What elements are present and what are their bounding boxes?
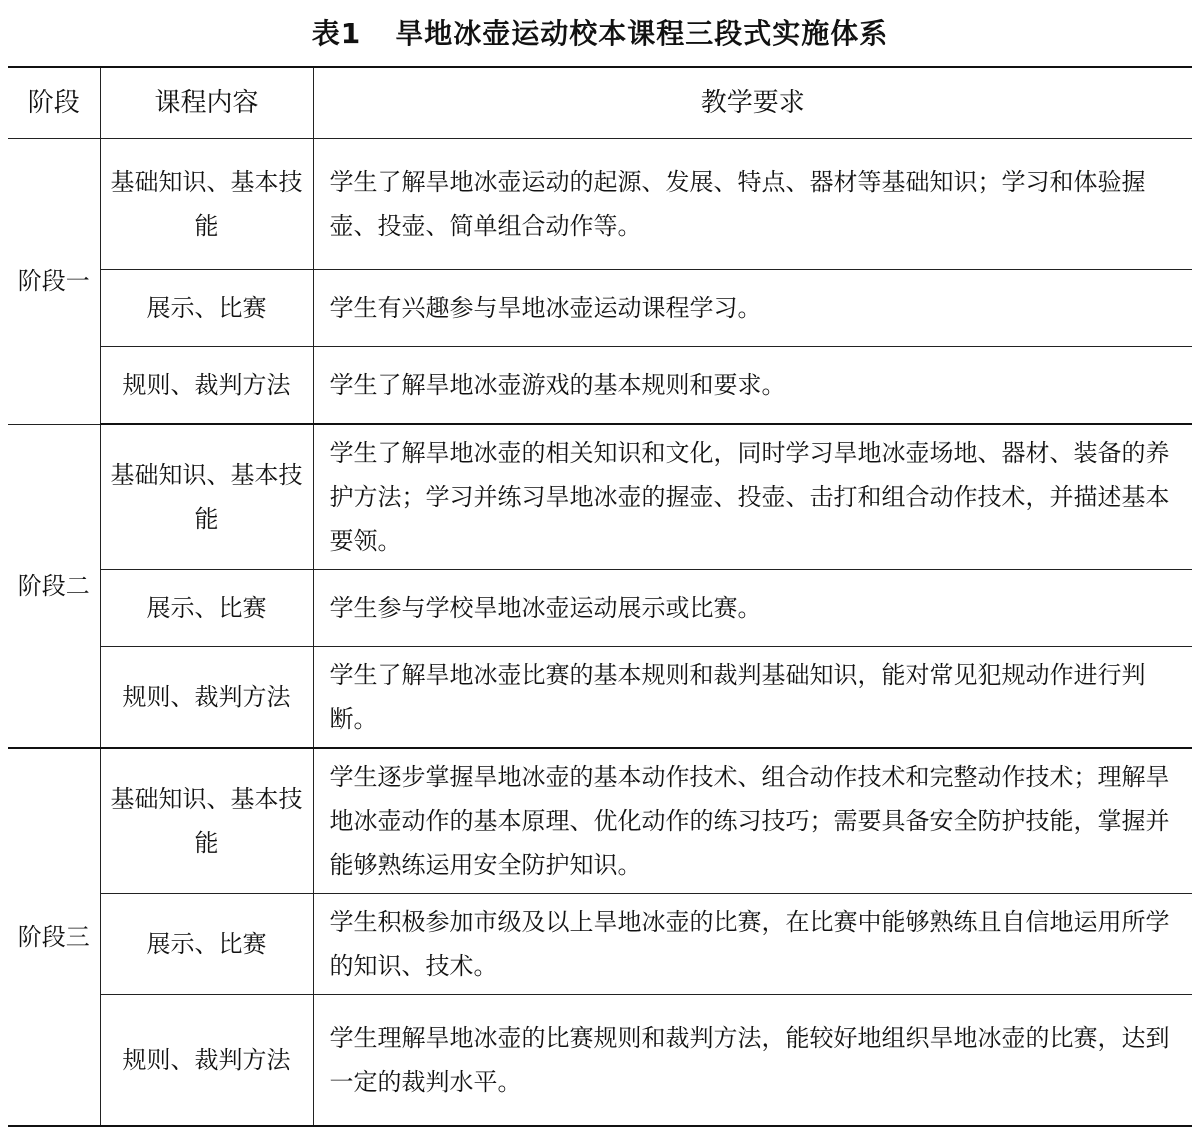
table-row — [8, 347, 1192, 425]
teaching-requirement: 学生了解旱地冰壶运动的起源、发展、特点、器材等基础知识；学习和体验握壶、投壶、简单组合动作等。 — [313, 139, 1192, 270]
table-row — [8, 748, 1192, 894]
header-content: 课程内容 — [100, 67, 313, 139]
course-content: 基础知识、基本技能 — [100, 424, 313, 570]
teaching-requirement: 学生参与学校旱地冰壶运动展示或比赛。 — [313, 570, 1192, 647]
stage-name: 阶段一 — [8, 139, 100, 425]
teaching-requirement: 学生理解旱地冰壶的比赛规则和裁判方法，能较好地组织旱地冰壶的比赛，达到一定的裁判水平。 — [313, 995, 1192, 1127]
course-content: 展示、比赛 — [100, 570, 313, 647]
header-row — [8, 67, 1192, 139]
table-row — [8, 570, 1192, 647]
teaching-requirement: 学生了解旱地冰壶的相关知识和文化，同时学习旱地冰壶场地、器材、装备的养护方法；学习并练习旱地冰壶的握壶、投壶、击打和组合动作技术，并描述基本要领。 — [313, 424, 1192, 570]
header-stage: 阶段 — [8, 67, 100, 139]
teaching-requirement: 学生了解旱地冰壶游戏的基本规则和要求。 — [313, 347, 1192, 425]
table-caption — [0, 12, 1200, 52]
course-content: 规则、裁判方法 — [100, 995, 313, 1127]
teaching-requirement: 学生有兴趣参与旱地冰壶运动课程学习。 — [313, 270, 1192, 347]
teaching-requirement: 学生积极参加市级及以上旱地冰壶的比赛，在比赛中能够熟练且自信地运用所学的知识、技术。 — [313, 894, 1192, 995]
curriculum-table — [8, 66, 1192, 1127]
table-number: 表1 — [311, 17, 362, 50]
teaching-requirement: 学生了解旱地冰壶比赛的基本规则和裁判基础知识，能对常见犯规动作进行判断。 — [313, 647, 1192, 749]
course-content: 规则、裁判方法 — [100, 347, 313, 425]
teaching-requirement: 学生逐步掌握旱地冰壶的基本动作技术、组合动作技术和完整动作技术；理解旱地冰壶动作的基本原理、优化动作的练习技巧；需要具备安全防护技能，掌握并能够熟练运用安全防护知识。 — [313, 748, 1192, 894]
table-title: 旱地冰壶运动校本课程三段式实施体系 — [395, 17, 889, 50]
course-content: 展示、比赛 — [100, 894, 313, 995]
course-content: 规则、裁判方法 — [100, 647, 313, 749]
course-content: 展示、比赛 — [100, 270, 313, 347]
header-requirement: 教学要求 — [313, 67, 1192, 139]
course-content: 基础知识、基本技能 — [100, 748, 313, 894]
table-row — [8, 139, 1192, 270]
table-row — [8, 424, 1192, 570]
table-row — [8, 647, 1192, 749]
course-content: 基础知识、基本技能 — [100, 139, 313, 270]
stage-name: 阶段二 — [8, 424, 100, 748]
stage-name: 阶段三 — [8, 748, 100, 1126]
table-row — [8, 894, 1192, 995]
table-row — [8, 270, 1192, 347]
table-row — [8, 995, 1192, 1127]
